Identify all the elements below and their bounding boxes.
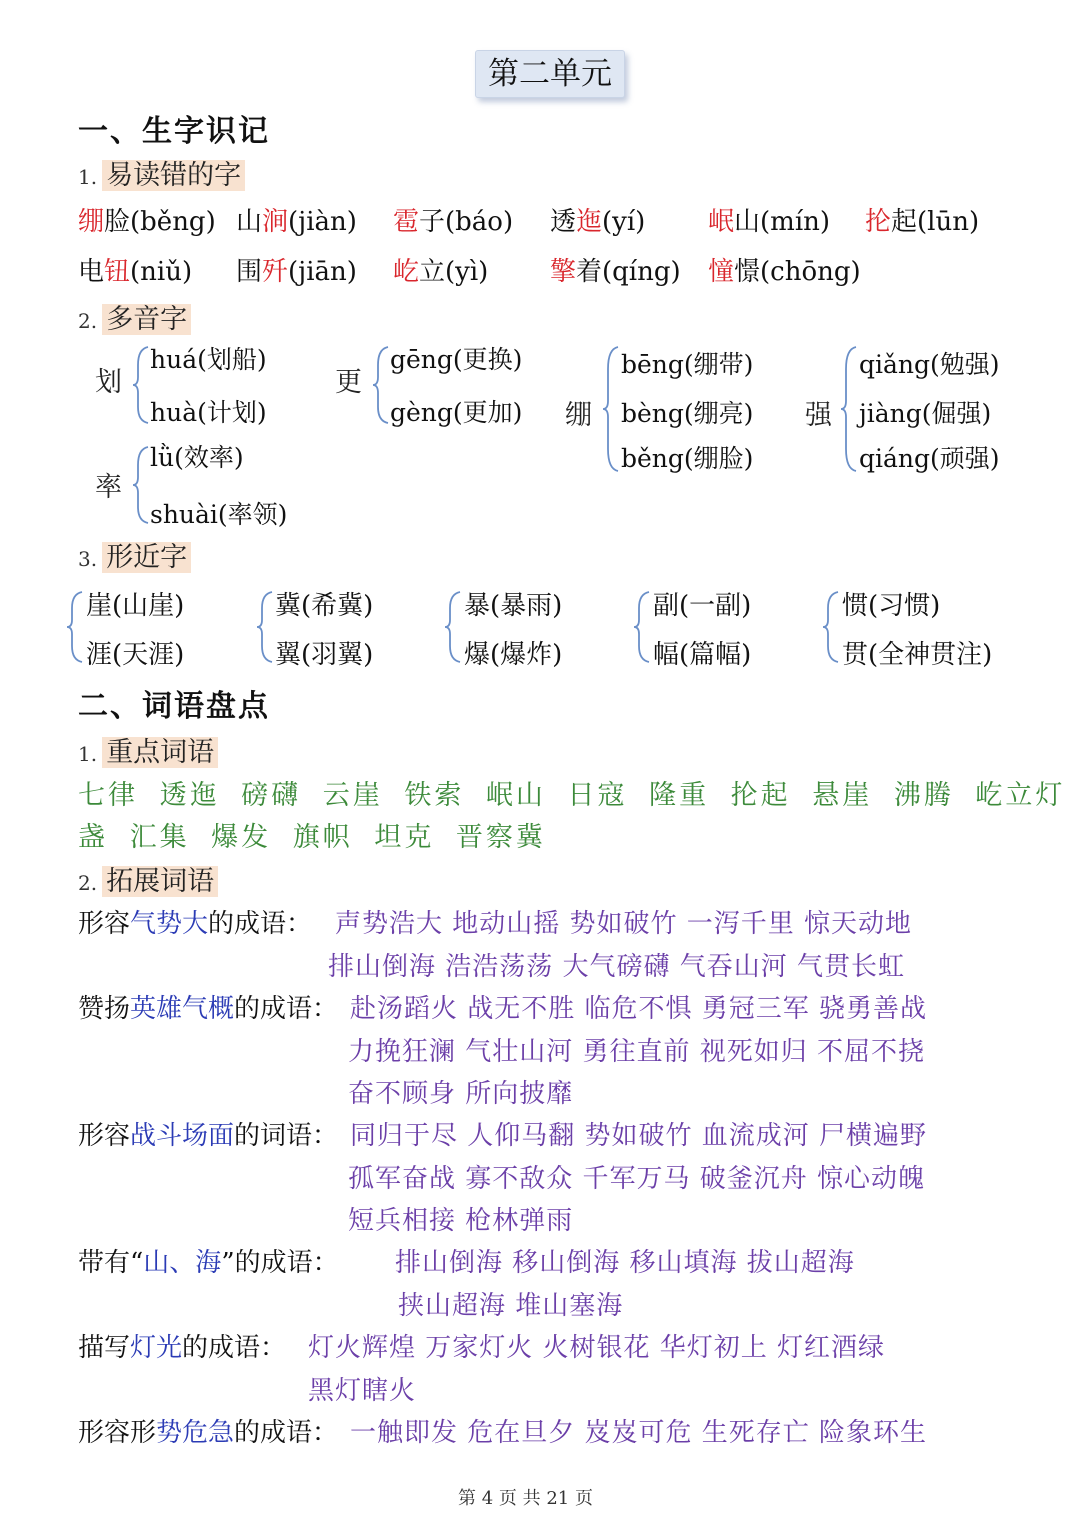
category-label: 形容形势危急的成语：: [78, 1418, 339, 1448]
brace-icon: [633, 590, 653, 664]
brace-icon: [132, 445, 152, 525]
misread-item: 透迤(yí): [550, 207, 646, 237]
misread-item: 擎着(qíng): [550, 257, 681, 287]
polyphone-reading: qiǎng(勉强): [859, 350, 1000, 379]
idiom-line: 孤军奋战 寡不敌众 千军万马 破釜沉舟 惊心动魄: [348, 1164, 926, 1194]
polyphone-char: 划: [95, 367, 122, 398]
similar-char: 贯(全神贯注): [842, 640, 993, 670]
brace-icon: [602, 345, 622, 473]
misread-item: 抡起(lūn): [865, 207, 980, 237]
brace-icon: [822, 590, 842, 664]
idiom-line: 同归于尽 人仰马翻 势如破竹 血流成河 尸横遍野: [350, 1121, 928, 1151]
subsection-label: 多音字: [102, 304, 191, 335]
polyphone-reading: bèng(绷亮): [621, 399, 754, 428]
brace-icon: [256, 590, 276, 664]
subsection-2-2: [78, 859, 218, 898]
polyphone-reading: gēng(更换): [390, 345, 523, 374]
category-label: 带有“山、海”的成语：: [78, 1248, 339, 1278]
similar-char: 惯(习惯): [842, 591, 941, 621]
similar-char: 翼(羽翼): [275, 640, 374, 670]
misread-item: 雹子(báo): [393, 207, 514, 237]
similar-char: 冀(希冀): [275, 591, 374, 621]
page-title: 第二单元: [475, 50, 625, 98]
brace-icon: [132, 345, 152, 425]
misread-item: 憧憬(chōng): [708, 257, 861, 287]
idiom-line: 短兵相接 枪林弹雨: [348, 1206, 574, 1236]
key-words-line: 盏 汇集 爆发 旗帜 坦克 晋察冀: [78, 822, 546, 853]
category-label: 描写灯光的成语：: [78, 1333, 287, 1363]
polyphone-char: 率: [95, 472, 122, 503]
polyphone-reading: qiáng(顽强): [859, 444, 1000, 473]
section-heading-2: 二、词语盘点: [78, 689, 270, 724]
brace-icon: [840, 345, 860, 473]
polyphone-reading: jiàng(倔强): [859, 399, 992, 428]
idiom-line: 黑灯瞎火: [308, 1376, 417, 1406]
key-words-line: 七律 透迤 磅礴 云崖 铁索 岷山 日寇 隆重 抡起 悬崖 沸腾 屹立灯: [78, 780, 1066, 811]
similar-char: 暴(暴雨): [464, 591, 563, 621]
subsection-number: 1.: [78, 742, 98, 766]
section-heading-1: 一、生字识记: [78, 114, 270, 149]
subsection-1-2: [78, 297, 191, 336]
polyphone-reading: huà(计划): [150, 398, 267, 427]
similar-char: 崖(山崖): [86, 591, 185, 621]
polyphone-reading: huá(划船): [150, 345, 267, 374]
polyphone-char: 绷: [565, 400, 592, 431]
misread-item: 屹立(yì): [393, 257, 489, 287]
idiom-line: 声势浩大 地动山摇 势如破竹 一泻千里 惊天动地: [335, 909, 913, 939]
idiom-line: 排山倒海 浩浩荡荡 大气磅礴 气吞山河 气贯长虹: [328, 952, 906, 982]
similar-char: 幅(篇幅): [653, 640, 752, 670]
similar-char: 涯(天涯): [86, 640, 185, 670]
subsection-number: 2.: [78, 871, 98, 895]
misread-item: 绷脸(běng): [78, 207, 216, 237]
subsection-number: 1.: [78, 165, 98, 189]
misread-item: 围歼(jiān): [236, 257, 357, 287]
page-footer: 第 4 页 共 21 页: [458, 1488, 593, 1509]
idiom-line: 力挽狂澜 气壮山河 勇往直前 视死如归 不屈不挠: [348, 1037, 926, 1067]
subsection-number: 2.: [78, 309, 98, 333]
misread-item: 山涧(jiàn): [236, 207, 357, 237]
polyphone-reading: lǜ(效率): [150, 443, 244, 472]
subsection-label: 易读错的字: [102, 160, 245, 191]
brace-icon: [66, 590, 86, 664]
brace-icon: [444, 590, 464, 664]
subsection-2-1: [78, 730, 218, 769]
subsection-label: 拓展词语: [102, 866, 218, 897]
subsection-1-3: [78, 535, 191, 574]
category-label: 形容气势大的成语：: [78, 909, 313, 939]
polyphone-reading: bēng(绷带): [621, 350, 754, 379]
subsection-label: 重点词语: [102, 737, 218, 768]
polyphone-reading: shuài(率领): [150, 500, 288, 529]
polyphone-reading: běng(绷脸): [621, 444, 754, 473]
category-label: 形容战斗场面的词语：: [78, 1121, 339, 1151]
misread-item: 岷山(mín): [708, 207, 831, 237]
category-label: 赞扬英雄气概的成语：: [78, 994, 339, 1024]
brace-icon: [372, 345, 392, 425]
subsection-label: 形近字: [102, 542, 191, 573]
similar-char: 爆(爆炸): [464, 640, 563, 670]
idiom-line: 赴汤蹈火 战无不胜 临危不惧 勇冠三军 骁勇善战: [350, 994, 928, 1024]
misread-item: 电钮(niǔ): [78, 257, 193, 287]
polyphone-char: 更: [335, 367, 362, 398]
idiom-line: 排山倒海 移山倒海 移山填海 拔山超海: [395, 1248, 855, 1278]
idiom-line: 奋不顾身 所向披靡: [348, 1079, 574, 1109]
subsection-number: 3.: [78, 547, 98, 571]
subsection-1-1: [78, 153, 245, 192]
idiom-line: 挟山超海 堆山塞海: [398, 1291, 624, 1321]
idiom-line: 灯火辉煌 万家灯火 火树银花 华灯初上 灯红酒绿: [308, 1333, 886, 1363]
polyphone-reading: gèng(更加): [390, 398, 523, 427]
polyphone-char: 强: [805, 400, 832, 431]
idiom-line: 一触即发 危在旦夕 岌岌可危 生死存亡 险象环生: [350, 1418, 928, 1448]
similar-char: 副(一副): [653, 591, 752, 621]
